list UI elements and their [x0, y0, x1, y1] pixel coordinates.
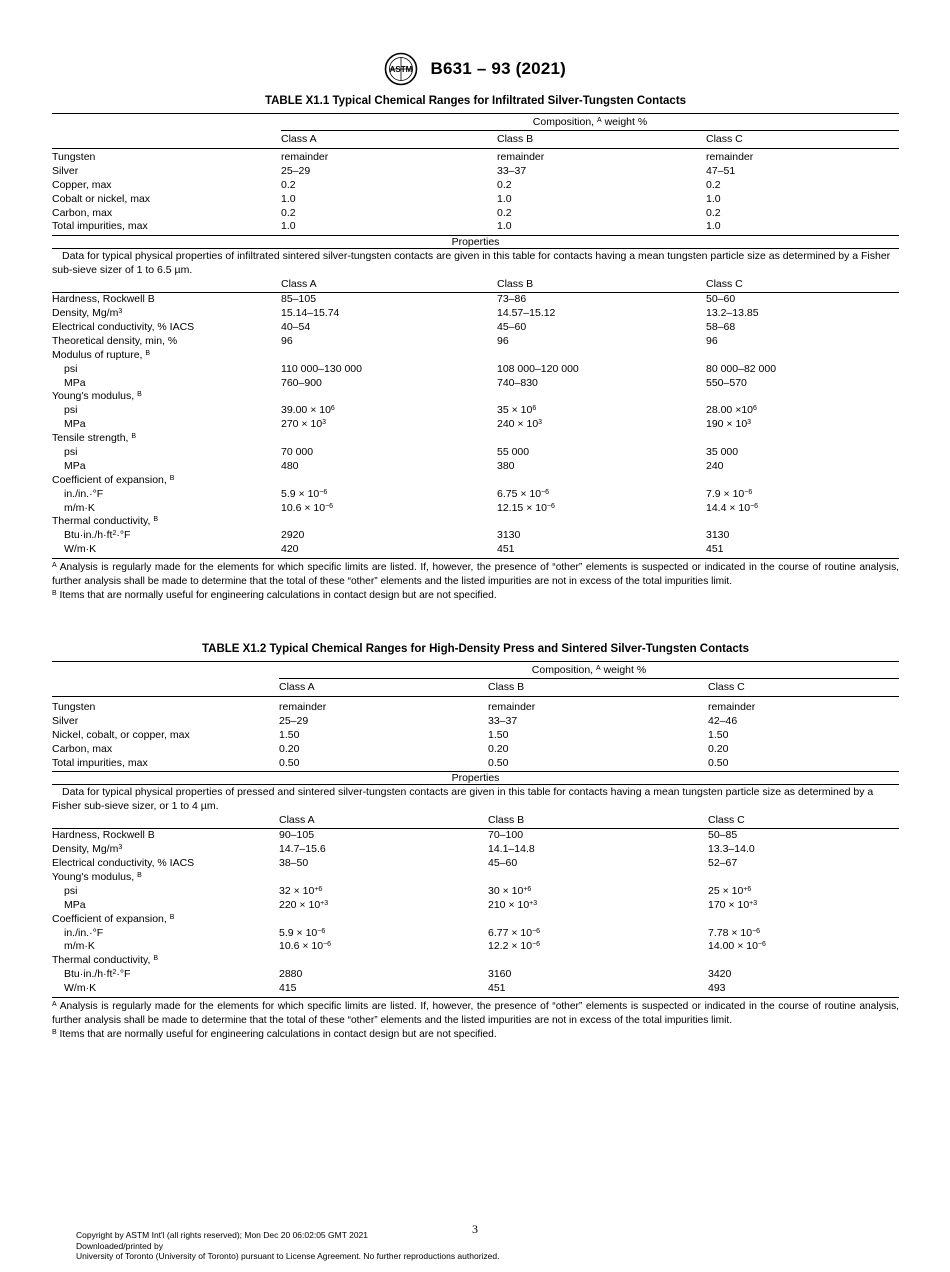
table-row: W/m·K 420 451 451 — [64, 543, 724, 556]
cell-value: 1.50 — [708, 728, 729, 741]
row-label: Nickel, cobalt, or copper, max — [52, 728, 190, 741]
footer-line: Copyright by ASTM Int'l (all rights reserved); Mon Dec 20 06:02:05 GMT 2021 — [76, 1230, 369, 1240]
table-row — [52, 701, 899, 715]
document-header — [0, 52, 950, 86]
chemical-rows — [52, 151, 899, 234]
cell-value: 33–37 — [488, 714, 518, 727]
cell-value: 1.50 — [488, 728, 509, 741]
cell-value: 0.50 — [708, 756, 729, 769]
cell-value: 1.0 — [497, 220, 512, 233]
footnote-b: $^B$ Items that are normally useful for engineering calculations in contact design but are not specified. — [52, 1029, 497, 1041]
cell-value: 0.2 — [281, 178, 296, 191]
table-row: Thermal conductivity, $^B$ — [52, 954, 159, 967]
table-row — [52, 715, 899, 729]
table-row — [52, 151, 899, 165]
footnote-a: $^A$ Analysis is regularly made for the elements for which specific limits are listed. If, however, the presence of “other” elements is suspected or indicated in the course of routine analysis, further analysis shall be made to determine that the total of these “other” elements and the listed impurities are not in excess of the total impurities limit. — [52, 1001, 899, 1027]
class-header-row: Class A Class B Class C — [281, 278, 743, 291]
cell-value: 0.2 — [497, 178, 512, 191]
chemical-rows — [52, 701, 899, 770]
table-1-title: TABLE X1.1 Typical Chemical Ranges for Infiltrated Silver-Tungsten Contacts — [264, 95, 687, 107]
cell-value: 0.2 — [497, 206, 512, 219]
footnote-b: $^B$ Items that are normally useful for engineering calculations in contact design but are not specified. — [52, 590, 497, 602]
table-1 — [52, 113, 899, 603]
footnote-a: $^A$ Analysis is regularly made for the elements for which specific limits are listed. If, however, the presence of “other” elements is suspected or indicated in the course of routine analysis, further analysis shall be made to determine that the total of these “other” elements and the listed impurities are not in excess of the total impurities limit. — [52, 562, 899, 588]
cell-value: remainder — [706, 151, 754, 163]
cell-value: 0.20 — [488, 742, 509, 755]
table-row: MPa $220 \times 10^{+3}$ $210 \times 10^{+3}$ $170 \times 10^{+3}$ — [64, 898, 758, 911]
table-row — [52, 193, 899, 207]
table-row: Electrical conductivity, % IACS 38–50 45–60 52–67 — [52, 857, 738, 870]
row-label: Tungsten — [52, 701, 96, 713]
table-row — [52, 179, 899, 193]
table-row — [52, 729, 899, 743]
document-code: B631 – 93 (2021) — [430, 59, 566, 78]
row-label: Total impurities, max — [52, 756, 148, 769]
table-row: m/m·K $10.6 \times 10^{-6}$ $12.15 \times 10^{-6}$ $14.4 \times 10^{-6}$ — [64, 501, 759, 514]
class-header-row: Class A Class B Class C — [279, 814, 745, 827]
cell-value: 1.0 — [281, 220, 296, 233]
table-row: Young's modulus, $^B$ — [52, 390, 142, 403]
cell-value: remainder — [279, 701, 327, 713]
cell-value: 1.0 — [497, 192, 512, 205]
table-row — [52, 220, 899, 234]
table-row: Tensile strength, $^B$ — [52, 432, 137, 445]
row-label: Total impurities, max — [52, 220, 148, 233]
table-row: Coefficient of expansion, $^B$ — [52, 912, 175, 925]
properties-label: Properties — [451, 772, 500, 785]
property-rows — [52, 293, 899, 557]
table-row: Electrical conductivity, % IACS 40–54 45–60 58–68 — [52, 321, 736, 334]
cell-value: remainder — [708, 701, 756, 713]
properties-paragraph: Data for typical physical properties of pressed and sintered silver-tungsten contacts are given in this table for contacts having a mean tungsten particle size as determined by a Fisher sub-sieve sizer, or 1 to 4 µm. — [52, 786, 874, 812]
table-row — [52, 757, 899, 771]
row-label: Tungsten — [52, 151, 96, 163]
cell-value: 0.2 — [281, 206, 296, 219]
cell-value: remainder — [497, 151, 545, 163]
properties-label: Properties — [451, 236, 500, 249]
table-row — [52, 207, 899, 221]
cell-value: 33–37 — [497, 164, 527, 177]
cell-value: 47–51 — [706, 164, 736, 177]
table-row: in./in.·°F $5.9 \times 10^{-6}$ $6.77 \times 10^{-6}$ $7.78 \times 10^{-6}$ — [64, 926, 761, 939]
table-row: W/m·K 415 451 493 — [64, 982, 726, 995]
table-row: Coefficient of expansion, $^B$ — [52, 473, 175, 486]
table-row: psi $32 \times 10^{+6}$ $30 \times 10^{+6}$ $25 \times 10^{+6}$ — [64, 884, 752, 897]
property-rows — [52, 829, 899, 996]
svg-text:ASTM: ASTM — [389, 65, 413, 74]
row-label: Silver — [52, 164, 79, 177]
table-row: Young's modulus, $^B$ — [52, 871, 142, 884]
composition-header: Composition, $^A$ weight % — [52, 662, 899, 679]
cell-value: remainder — [281, 151, 329, 163]
table-row: MPa 480 380 240 — [64, 459, 724, 472]
table-row: Modulus of rupture, $^B$ — [52, 348, 151, 361]
properties-paragraph: Data for typical physical properties of infiltrated sintered silver-tungsten contacts are given in this table for contacts having a mean tungsten particle size as determined by a Fisher sub-sieve sizer of 1 to 6.5 µm. — [52, 250, 891, 276]
table-row: Theoretical density, min, % 96 96 96 — [52, 334, 718, 347]
cell-value: 0.20 — [708, 742, 729, 755]
table-row: psi 70 000 55 000 35 000 — [64, 446, 739, 459]
table-row: psi 110 000–130 000 108 000–120 000 80 000–82 000 — [64, 362, 777, 375]
class-header-row: Class A Class B Class C — [279, 681, 745, 693]
table-row: $Btu\cdot in./h\cdot ft^2\cdot^\circ F$ 2880 3160 3420 — [64, 968, 732, 981]
table-row: MPa 760–900 740–830 550–570 — [64, 376, 747, 389]
cell-value: 1.0 — [706, 192, 721, 205]
cell-value: 1.0 — [706, 220, 721, 233]
table-row: Density, $Mg/m^3$ 14.7–15.6 14.1–14.8 13.3–14.0 — [52, 843, 755, 856]
table-1-footnotes — [52, 561, 899, 603]
cell-value: 25–29 — [281, 164, 311, 177]
cell-value: 1.50 — [279, 728, 300, 741]
row-label: Copper, max — [52, 178, 112, 191]
cell-value: 0.2 — [706, 178, 721, 191]
table-row: m/m·K $10.6 \times 10^{-6}$ $12.2 \times 10^{-6}$ $14.00 \times 10^{-6}$ — [64, 940, 766, 953]
table-row — [52, 165, 899, 179]
cell-value: remainder — [488, 701, 536, 713]
row-label: Silver — [52, 714, 79, 727]
cell-value: 25–29 — [279, 714, 309, 727]
cell-value: 0.50 — [279, 756, 300, 769]
astm-logo-icon — [384, 52, 418, 86]
table-row: Thermal conductivity, $^B$ — [52, 515, 159, 528]
table-row: psi $39.00 \times 10^6$ $35 \times 10^6$ $28.00 \times 10^6$ — [64, 404, 757, 417]
class-header-row: Class A Class B Class C — [281, 133, 743, 145]
cell-value: 1.0 — [281, 192, 296, 205]
copyright-footer — [76, 1230, 500, 1262]
row-label: Carbon, max — [52, 742, 113, 755]
cell-value: 42–46 — [708, 714, 738, 727]
table-2 — [52, 661, 899, 1042]
cell-value: 0.2 — [706, 206, 721, 219]
footer-line: Downloaded/printed by — [76, 1240, 163, 1251]
page-number: 3 — [472, 1222, 478, 1236]
table-row: MPa $270 \times 10^3$ $240 \times 10^3$ $190 \times 10^3$ — [64, 418, 752, 431]
cell-value: 0.20 — [279, 742, 300, 755]
cell-value: 0.50 — [488, 756, 509, 769]
table-row: $Btu\cdot in./h\cdot ft^2\cdot^\circ F$ 2920 3130 3130 — [64, 529, 730, 542]
table-2-footnotes — [52, 1000, 899, 1042]
row-label: Carbon, max — [52, 206, 113, 219]
row-label: Cobalt or nickel, max — [52, 192, 151, 205]
table-2-title: TABLE X1.2 Typical Chemical Ranges for High-Density Press and Sintered Silver-Tungsten Contacts — [201, 643, 749, 655]
table-row — [52, 743, 899, 757]
footer-line: University of Toronto (University of Toronto) pursuant to License Agreement. No further reproductions authorized. — [76, 1251, 500, 1262]
composition-header: Composition, $^A$ weight % — [52, 114, 899, 131]
table-row: Density, $Mg/m^3$ 15.14–15.74 14.57–15.12 13.2–13.85 — [52, 307, 759, 320]
table-row: in./in.·°F $5.9 \times 10^{-6}$ $6.75 \times 10^{-6}$ $7.9 \times 10^{-6}$ — [64, 487, 753, 500]
table-row: Hardness, Rockwell B 85–105 73–86 50–60 — [52, 293, 736, 306]
table-row: Hardness, Rockwell B 90–105 70–100 50–85 — [52, 829, 738, 842]
